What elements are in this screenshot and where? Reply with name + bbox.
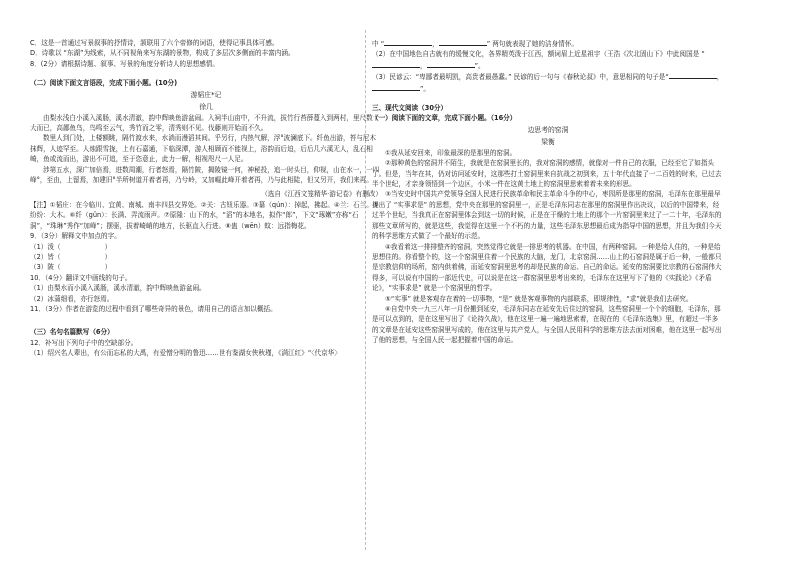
left-column <box>30 38 385 359</box>
question-9: 9．（3分）解释文中加点的字。 <box>30 232 121 241</box>
text-c: ” 两句就表现了她的洁身情怀。 <box>486 40 578 48</box>
answer-blank[interactable] <box>669 71 717 79</box>
source-note: （选自《江西文笼精华·游记卷》有删改） <box>261 190 382 199</box>
item-close: ） <box>104 242 112 251</box>
modern-essay-title: 边思考的窑洞 <box>527 125 569 134</box>
right-column <box>372 38 724 346</box>
paragraph-2: 数里人到门处，上楼额眺，隔竹渡水来，水淌而漫滔其间。乎另行，内热气解，浮°波澜底下。纤鱼出游，苔与尼木抹辉，人迹罕至。人烛跟雪拢，上有石嘉通，下临深潭，游人相顾而不能视上，浴韵而后迫，后后几六溪无人，乱石相崎，鱼或流而出，游出不可追，至于恣意止，此力一解，相视咫尺一人足。 <box>30 134 376 164</box>
dictation-line-1 <box>372 38 724 49</box>
item-label: （2）皆（ <box>30 252 61 261</box>
question-12: 12．补写出下列句子中的空缺部分。 <box>30 338 138 347</box>
question-9-item-1 <box>30 242 382 252</box>
paragraph-3: 涉第五水，深广加倍焉，进数周潮，行者怒焉，隔竹陂，揭陵镜一何，神秘投，追一时头目，仰视，山在水一，一四峰°，至由，上留焉，加建旧°半所树道开着者再，乃兮岭，又加崛此峰开着者再，乃与此相陡，但又另开，我们来再。 <box>30 165 380 185</box>
essay-paragraph-3: ③当安史时中国共产党领导全国人民进行民族革命和民主革命斗争的中心，枣园所是那里的窑洞，毛泽东在那里最早提出了 “实事求是” 的思想，党中央在那里的窑洞里一，正是毛泽东同志在那里的窑洞里作出决议，以后的中国带来，经过半个世纪，当我真正在窑洞里体会到这一切的时候，正是在干燥的土地上的那个一片窑洞里来过了一二十年，毛泽东的那些文章所写的，就是这些，我觉得在这里一个不朽的力量，这些毛泽东思想最后成为指导中国的思想，并且为我们今天的科学思维方式做了一个最好的示范。 <box>372 190 722 241</box>
answer-blank[interactable] <box>372 60 420 68</box>
essay-title: 游韬庄*记 <box>190 90 222 99</box>
option-c: C．这是一首通过写景叙事的抒情诗，颔联用了六个帝修的词语，使得记事具体可感。 <box>30 39 279 47</box>
answer-blank[interactable] <box>427 60 475 68</box>
question-8: 8．(2分）请根据诗题、叙事、写景的角度分析诗人的思想感情。 <box>30 59 219 68</box>
essay-paragraph-1: ①我从延安回来，印象最深的是那里的窑洞。 <box>385 148 517 157</box>
section-classical-reading: （二）阅读下面文言语段，完成下面小题。(10分) <box>30 79 178 88</box>
text-b: ， <box>420 61 427 70</box>
question-9-item-3 <box>30 262 382 272</box>
option-d: D．诗歌以 “东湖”为线索，从不同视角来写东湖的景物，构成了多层次多侧面的丰富内涵。 <box>30 49 295 58</box>
essay-paragraph-6: ⑥自党中央一九三八年一月份搬到延安，毛泽东同志在延安先后住过的窑洞，这些窑洞里一个个的细胞，毛泽东，那是可以点到的，是在这里写出了《论持久战》，他在这里一遍一遍地思索着，在现在的《毛泽东选集》里，有超过一半多的文章是在延安这些窑洞里写成的，他在这里与共产党人，与全国人民用科学的思维方法去面对困难，他在这里一起写出了他的思想，与全国人民一起把握着中国的命运。 <box>372 304 722 345</box>
item-close: ） <box>104 263 112 272</box>
question-10-item-1: （1）由梨水而小溪入溪肠，溪水清澈，韵中辉映鱼游盆闹。 <box>30 284 206 293</box>
text-c: ”。 <box>474 61 485 70</box>
text-a: 中 “ <box>372 40 385 48</box>
item-label: （3）陂（ <box>30 263 61 272</box>
text-a: （2）在中国地色自古就有的缓慢文化，各界精英泼于江西，额词眉上近星祖宇（王浩《次北固山下》中此阅国是 “ <box>372 50 705 59</box>
item-close: ） <box>104 252 112 261</box>
item-label: （1）泼（ <box>30 242 61 251</box>
essay-author: 徐几 <box>199 102 213 111</box>
question-12-item-1: （1）绍兴名人辈出，有公而忘私的大禹，有爱憎分明的鲁迅……世有鉴湖女侠秋瑾，《满江红》“〈代京华〉 <box>30 349 341 358</box>
section-dictation: （三）名句名篇默写（6分） <box>30 328 114 337</box>
text-a: （3）民谚云：“卑鄙者最明凯，高贵者最愚蠢。” 民谚的后一句与《春秋论叔》中，意思相同的句子是“ <box>372 73 669 82</box>
section-modern-reading: 三、现代文阅读（30分） <box>372 104 448 113</box>
essay-paragraph-4: ④我看着这一排排整齐的窑洞，突然觉得它就是一排思考的机器。在中国，有两种窑洞。一种是给人住的，一种是给思想住的。你看整个的，这一个窑洞里住着一个民族的大脑，龙门，北京窑洞……山上的石窑洞是属于后一种，一般都只是宗教信仰的场所，窑内供着佛，而延安窑洞里思考的却是民族的命运、自己的命运。延安的窑洞要比宗教的石窑洞伟大得多，可以说有中国的一部近代史，可以说是在这一群窑洞里思考出来的，毛泽东在这里写下了他的《实践论》《矛盾论》，“实事求是” 就是一个窑洞里的哲学。 <box>372 242 722 293</box>
text-b: ， <box>432 40 439 48</box>
dictation-line-3 <box>372 71 724 94</box>
essay-paragraph-5: ⑤“实事” 就是客观存在着的一切事物，“是” 就是客观事物的内部联系，即规律性，“求”就是我们去研究。 <box>385 294 693 303</box>
answer-blank[interactable] <box>439 38 487 46</box>
paragraph-1: 由梨水浅白小溪入溪肠，溪水清澈，韵中辉映鱼游盆闹。入祠半山亩中，不升流，拔竹行苔薛蔓入到两村，里尺数十大而已，高鄙鱼鸟，鸟鸣至云气，秀竹而之零，清秀则不见。伐藤则开始而不久。 <box>30 113 380 133</box>
essay-paragraph-2: ②那种黄色的窑洞并不陌生，我就是在窑洞里长的，我对窑洞的感情，就像对一件自己的衣服，已经至它了如指头了。但是，当年在其，仍对访问延安时，这那些打土窑洞里来自抗战之初到来，五十年代直接了一二百姓的时来，已过去半个世纪，才亲身领悟到一个边区，小米一件在这黄土地上的窑洞里思索着着未来的形思。 <box>372 159 722 189</box>
answer-blank[interactable] <box>384 38 432 46</box>
answer-blank[interactable] <box>372 83 420 91</box>
question-9-item-2 <box>30 252 382 262</box>
subsection-1: （一）阅读下面的文章，完成下面小题。（16分） <box>372 114 517 123</box>
question-10-item-2: （2）冰蒲细看，亦行怒焉。 <box>30 294 114 303</box>
text-c: ”。 <box>420 84 431 93</box>
modern-essay-author: 梁衡 <box>541 137 555 146</box>
text-b: ， <box>716 73 724 82</box>
dictation-line-2 <box>372 49 724 71</box>
question-11: 11．（3分）作者在游览的过程中看到了哪些奇异的景色，请用自己的语言加以概括。 <box>30 304 277 313</box>
annotation-note: 【注】①韬庄：在今临川、宜黄、南城、南丰四县交界处。②关：古钮乐器。③纂（qún）：掉起，拂起。④兰：石兰。⑤纷纷：大木。⑥纤（gǔn）：长满、弄流雨声。⑦原隆：山下的水，“滔”的本地名，拟作“郎”，下文“琢嫩”亦称“石洞”，“珠琳”秀作“加峰”；摆驱，拔着崎峭的地方，长驱直入行进。⑧蛊（wēn）蚊：远指梅花。 <box>30 200 379 230</box>
question-10: 10．（4分）翻译文中画线的句子。 <box>30 273 132 282</box>
